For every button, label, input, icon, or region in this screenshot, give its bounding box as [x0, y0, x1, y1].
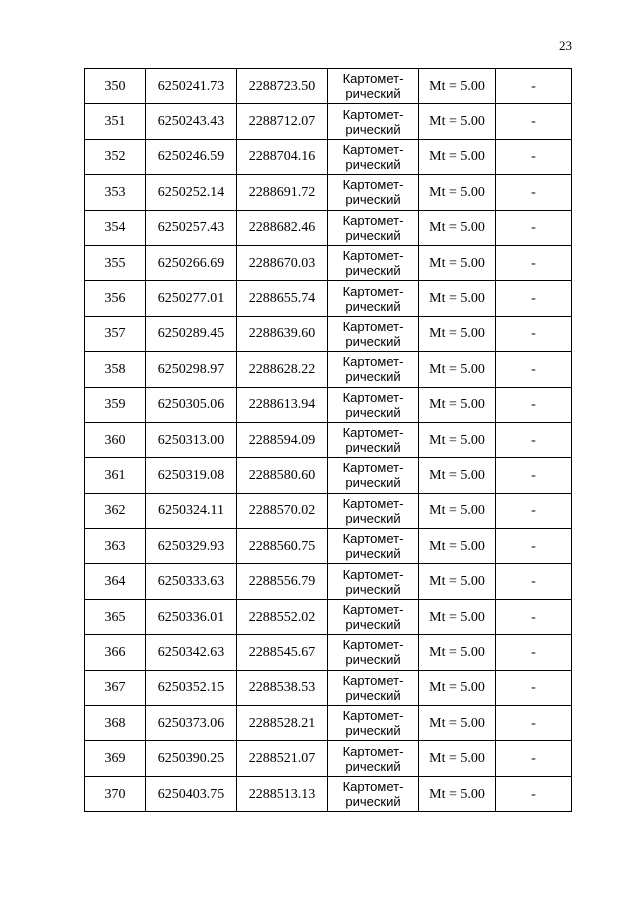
accuracy-cell: Mt = 5.00: [419, 741, 496, 776]
table-row: [85, 210, 572, 245]
method-line-1: Картомет-: [342, 177, 404, 193]
note-cell: -: [496, 210, 572, 245]
y-coordinate-cell: 2288528.21: [237, 706, 328, 741]
method-cell: [328, 352, 419, 387]
table-row: [85, 599, 572, 634]
note-cell: -: [496, 493, 572, 528]
x-coordinate-cell: 6250246.59: [146, 139, 237, 174]
point-number-cell: 361: [85, 458, 146, 493]
point-number-cell: 357: [85, 316, 146, 351]
note-cell: -: [496, 281, 572, 316]
method-cell: [328, 741, 419, 776]
method-line-2: рический: [345, 758, 401, 774]
point-number-cell: 365: [85, 599, 146, 634]
table-row: [85, 670, 572, 705]
method-cell: [328, 316, 419, 351]
point-number-cell: 366: [85, 635, 146, 670]
table-row: [85, 352, 572, 387]
table-row: [85, 529, 572, 564]
note-cell: -: [496, 635, 572, 670]
point-number-cell: 351: [85, 104, 146, 139]
x-coordinate-cell: 6250298.97: [146, 352, 237, 387]
y-coordinate-cell: 2288594.09: [237, 422, 328, 457]
method-line-1: Картомет-: [342, 743, 404, 759]
x-coordinate-cell: 6250390.25: [146, 741, 237, 776]
table-row: [85, 281, 572, 316]
table-row: [85, 776, 572, 811]
x-coordinate-cell: 6250313.00: [146, 422, 237, 457]
accuracy-cell: Mt = 5.00: [419, 104, 496, 139]
method-cell: [328, 670, 419, 705]
point-number-cell: 362: [85, 493, 146, 528]
x-coordinate-cell: 6250373.06: [146, 706, 237, 741]
method-line-1: Картомет-: [342, 425, 404, 441]
note-cell: -: [496, 104, 572, 139]
method-cell: [328, 175, 419, 210]
method-line-2: рический: [345, 581, 401, 597]
point-number-cell: 350: [85, 69, 146, 104]
note-cell: -: [496, 458, 572, 493]
method-line-2: рический: [345, 227, 401, 243]
method-line-2: рический: [345, 652, 401, 668]
method-line-1: Картомет-: [342, 106, 404, 122]
method-cell: [328, 529, 419, 564]
note-cell: -: [496, 776, 572, 811]
accuracy-cell: Mt = 5.00: [419, 281, 496, 316]
method-line-2: рический: [345, 404, 401, 420]
accuracy-cell: Mt = 5.00: [419, 670, 496, 705]
accuracy-cell: Mt = 5.00: [419, 493, 496, 528]
method-cell: [328, 776, 419, 811]
point-number-cell: 353: [85, 175, 146, 210]
y-coordinate-cell: 2288580.60: [237, 458, 328, 493]
method-cell: [328, 281, 419, 316]
x-coordinate-cell: 6250277.01: [146, 281, 237, 316]
accuracy-cell: Mt = 5.00: [419, 69, 496, 104]
accuracy-cell: Mt = 5.00: [419, 599, 496, 634]
note-cell: -: [496, 529, 572, 564]
table-row: [85, 69, 572, 104]
method-cell: [328, 458, 419, 493]
method-cell: [328, 493, 419, 528]
note-cell: -: [496, 670, 572, 705]
method-line-2: рический: [345, 440, 401, 456]
point-number-cell: 352: [85, 139, 146, 174]
method-cell: [328, 210, 419, 245]
y-coordinate-cell: 2288560.75: [237, 529, 328, 564]
method-line-2: рический: [345, 794, 401, 809]
method-line-1: Картомет-: [342, 248, 404, 264]
method-line-1: Картомет-: [342, 708, 404, 724]
x-coordinate-cell: 6250319.08: [146, 458, 237, 493]
y-coordinate-cell: 2288545.67: [237, 635, 328, 670]
y-coordinate-cell: 2288723.50: [237, 69, 328, 104]
y-coordinate-cell: 2288628.22: [237, 352, 328, 387]
point-number-cell: 367: [85, 670, 146, 705]
method-line-1: Картомет-: [342, 672, 404, 688]
point-number-cell: 355: [85, 245, 146, 280]
table-row: [85, 706, 572, 741]
method-line-2: рический: [345, 617, 401, 633]
method-line-1: Картомет-: [342, 602, 404, 618]
method-cell: [328, 387, 419, 422]
method-line-1: Картомет-: [342, 318, 404, 334]
accuracy-cell: Mt = 5.00: [419, 139, 496, 174]
x-coordinate-cell: 6250241.73: [146, 69, 237, 104]
method-line-1: Картомет-: [342, 566, 404, 582]
method-line-1: Картомет-: [342, 460, 404, 476]
method-cell: [328, 706, 419, 741]
point-number-cell: 356: [85, 281, 146, 316]
accuracy-cell: Mt = 5.00: [419, 316, 496, 351]
method-line-1: Картомет-: [342, 779, 404, 794]
accuracy-cell: Mt = 5.00: [419, 458, 496, 493]
accuracy-cell: Mt = 5.00: [419, 776, 496, 811]
coordinates-table: [84, 68, 572, 812]
table-row: [85, 175, 572, 210]
accuracy-cell: Mt = 5.00: [419, 422, 496, 457]
x-coordinate-cell: 6250342.63: [146, 635, 237, 670]
point-number-cell: 358: [85, 352, 146, 387]
method-line-1: Картомет-: [342, 531, 404, 547]
method-cell: [328, 104, 419, 139]
point-number-cell: 369: [85, 741, 146, 776]
x-coordinate-cell: 6250266.69: [146, 245, 237, 280]
x-coordinate-cell: 6250252.14: [146, 175, 237, 210]
method-line-2: рический: [345, 156, 401, 172]
method-line-2: рический: [345, 687, 401, 703]
method-cell: [328, 422, 419, 457]
x-coordinate-cell: 6250336.01: [146, 599, 237, 634]
x-coordinate-cell: 6250403.75: [146, 776, 237, 811]
method-line-2: рический: [345, 546, 401, 562]
method-line-1: Картомет-: [342, 141, 404, 157]
y-coordinate-cell: 2288704.16: [237, 139, 328, 174]
x-coordinate-cell: 6250243.43: [146, 104, 237, 139]
accuracy-cell: Mt = 5.00: [419, 175, 496, 210]
y-coordinate-cell: 2288538.53: [237, 670, 328, 705]
y-coordinate-cell: 2288670.03: [237, 245, 328, 280]
method-line-2: рический: [345, 263, 401, 279]
table-row: [85, 245, 572, 280]
note-cell: -: [496, 316, 572, 351]
method-line-2: рический: [345, 121, 401, 137]
method-line-1: Картомет-: [342, 389, 404, 405]
table-row: [85, 387, 572, 422]
y-coordinate-cell: 2288613.94: [237, 387, 328, 422]
note-cell: -: [496, 741, 572, 776]
table-row: [85, 741, 572, 776]
method-line-2: рический: [345, 192, 401, 208]
method-cell: [328, 69, 419, 104]
note-cell: -: [496, 69, 572, 104]
method-line-1: Картомет-: [342, 212, 404, 228]
accuracy-cell: Mt = 5.00: [419, 529, 496, 564]
point-number-cell: 363: [85, 529, 146, 564]
x-coordinate-cell: 6250329.93: [146, 529, 237, 564]
note-cell: -: [496, 564, 572, 599]
table-row: [85, 635, 572, 670]
point-number-cell: 359: [85, 387, 146, 422]
accuracy-cell: Mt = 5.00: [419, 210, 496, 245]
x-coordinate-cell: 6250324.11: [146, 493, 237, 528]
method-cell: [328, 564, 419, 599]
y-coordinate-cell: 2288570.02: [237, 493, 328, 528]
note-cell: -: [496, 139, 572, 174]
x-coordinate-cell: 6250257.43: [146, 210, 237, 245]
y-coordinate-cell: 2288556.79: [237, 564, 328, 599]
method-line-2: рический: [345, 298, 401, 314]
y-coordinate-cell: 2288639.60: [237, 316, 328, 351]
y-coordinate-cell: 2288552.02: [237, 599, 328, 634]
x-coordinate-cell: 6250352.15: [146, 670, 237, 705]
method-line-2: рический: [345, 475, 401, 491]
table-row: [85, 104, 572, 139]
accuracy-cell: Mt = 5.00: [419, 387, 496, 422]
table-row: [85, 458, 572, 493]
y-coordinate-cell: 2288513.13: [237, 776, 328, 811]
y-coordinate-cell: 2288712.07: [237, 104, 328, 139]
point-number-cell: 368: [85, 706, 146, 741]
accuracy-cell: Mt = 5.00: [419, 635, 496, 670]
point-number-cell: 370: [85, 776, 146, 811]
method-line-1: Картомет-: [342, 71, 404, 87]
method-line-1: Картомет-: [342, 354, 404, 370]
method-line-2: рический: [345, 723, 401, 739]
method-line-2: рический: [345, 369, 401, 385]
note-cell: -: [496, 387, 572, 422]
y-coordinate-cell: 2288655.74: [237, 281, 328, 316]
method-line-1: Картомет-: [342, 495, 404, 511]
table-row: [85, 139, 572, 174]
point-number-cell: 354: [85, 210, 146, 245]
y-coordinate-cell: 2288682.46: [237, 210, 328, 245]
y-coordinate-cell: 2288521.07: [237, 741, 328, 776]
method-cell: [328, 635, 419, 670]
coordinates-table-body: [85, 69, 572, 812]
accuracy-cell: Mt = 5.00: [419, 706, 496, 741]
y-coordinate-cell: 2288691.72: [237, 175, 328, 210]
table-row: [85, 422, 572, 457]
note-cell: -: [496, 352, 572, 387]
method-line-2: рический: [345, 86, 401, 102]
point-number-cell: 360: [85, 422, 146, 457]
x-coordinate-cell: 6250333.63: [146, 564, 237, 599]
page-number: 23: [559, 38, 572, 53]
method-line-1: Картомет-: [342, 637, 404, 653]
accuracy-cell: Mt = 5.00: [419, 352, 496, 387]
accuracy-cell: Mt = 5.00: [419, 564, 496, 599]
method-line-2: рический: [345, 510, 401, 526]
note-cell: -: [496, 175, 572, 210]
accuracy-cell: Mt = 5.00: [419, 245, 496, 280]
point-number-cell: 364: [85, 564, 146, 599]
x-coordinate-cell: 6250289.45: [146, 316, 237, 351]
note-cell: -: [496, 599, 572, 634]
method-line-2: рический: [345, 333, 401, 349]
note-cell: -: [496, 245, 572, 280]
method-cell: [328, 245, 419, 280]
x-coordinate-cell: 6250305.06: [146, 387, 237, 422]
method-cell: [328, 599, 419, 634]
note-cell: -: [496, 706, 572, 741]
table-row: [85, 493, 572, 528]
note-cell: -: [496, 422, 572, 457]
table-row: [85, 316, 572, 351]
table-row: [85, 564, 572, 599]
method-line-1: Картомет-: [342, 283, 404, 299]
method-cell: [328, 139, 419, 174]
